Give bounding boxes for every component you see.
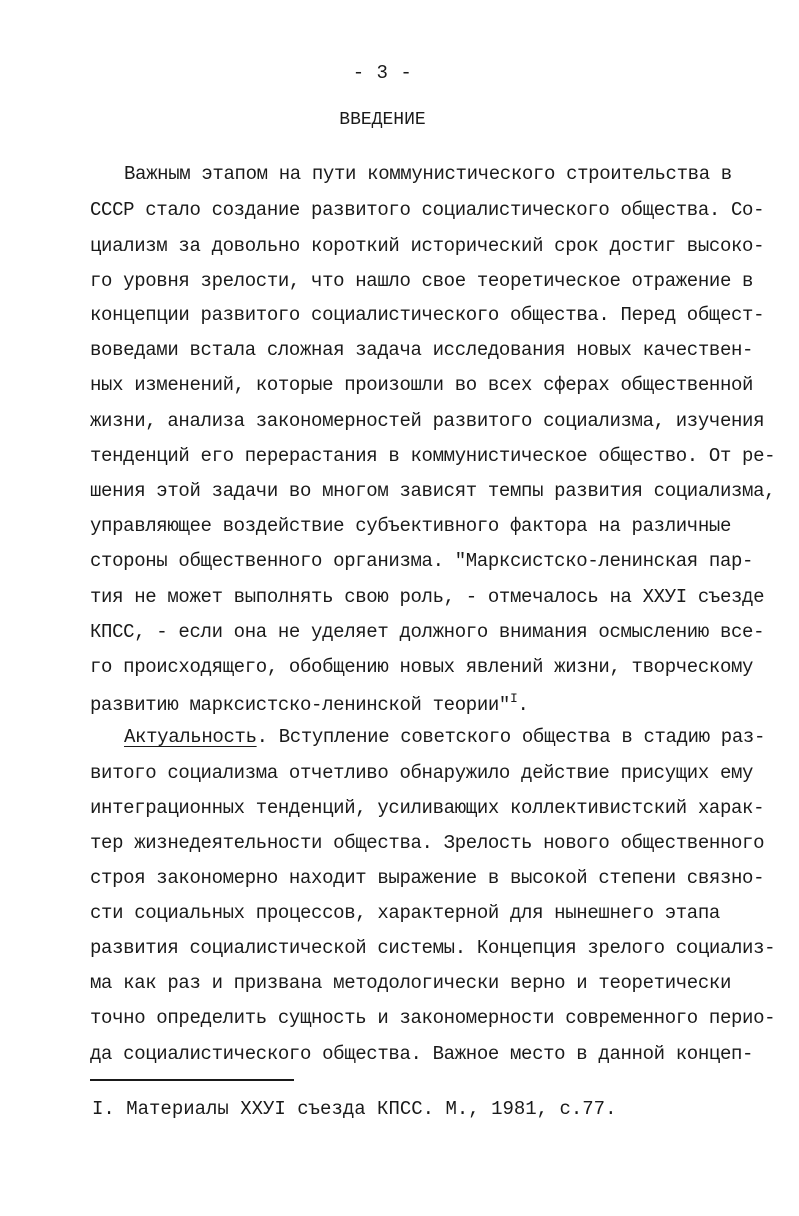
page-number: - 3 -: [352, 62, 413, 84]
text-line: точно определить сущность и закономерности современного перио-: [90, 1007, 776, 1029]
footnote: I. Материалы ХХУI съезда КПСС. М., 1981, с.77.: [92, 1098, 617, 1120]
text-line: сти социальных процессов, характерной для нынешнего этапа: [90, 902, 720, 924]
text-line-body: развитию марксистско-ленинской теории": [90, 694, 510, 716]
text-line: стороны общественного организма. "Марксистско-ленинская пар-: [90, 550, 754, 572]
text-line: циализм за довольно короткий исторический срок достиг высоко-: [90, 235, 765, 257]
text-line: витого социализма отчетливо обнаружило действие присущих ему: [90, 762, 754, 784]
page-title: ВВЕДЕНИЕ: [339, 110, 426, 130]
text-line: Важным этапом на пути коммунистического строительства в: [124, 163, 732, 185]
text-line: интеграционных тенденций, усиливающих коллективистский харак-: [90, 797, 765, 819]
text-line: КПСС, - если она не уделяет должного внимания осмыслению все-: [90, 621, 765, 643]
text-line: да социалистического общества. Важное место в данной концеп-: [90, 1043, 754, 1065]
text-line: го происходящего, обобщению новых явлений жизни, творческому: [90, 656, 754, 678]
footnote-divider: [90, 1079, 294, 1081]
text-line: ма как раз и призвана методологически верно и теоретически: [90, 972, 732, 994]
text-line: шения этой задачи во многом зависят темпы развития социализма,: [90, 480, 776, 502]
text-line-with-lead: [124, 728, 765, 747]
text-line-with-footnote: [90, 692, 529, 715]
text-line: тия не может выполнять свою роль, - отмечалось на ХХУI съезде: [90, 586, 765, 608]
text-line: воведами встала сложная задача исследования новых качествен-: [90, 339, 754, 361]
text-line: тенденций его перерастания в коммунистическое общество. От ре-: [90, 445, 776, 467]
text-line: тер жизнедеятельности общества. Зрелость нового общественного: [90, 832, 765, 854]
text-line-end: .: [517, 694, 529, 716]
section-lead: Актуальность: [124, 726, 257, 748]
text-line-body: . Вступление советского общества в стадию раз-: [256, 726, 766, 748]
text-line: концепции развитого социалистического общества. Перед общест-: [90, 304, 765, 326]
text-line: ных изменений, которые произошли во всех сферах общественной: [90, 374, 754, 396]
text-line: го уровня зрелости, что нашло свое теоретическое отражение в: [90, 270, 754, 292]
text-line: СССР стало создание развитого социалистического общества. Со-: [90, 199, 765, 221]
footnote-mark: I: [509, 691, 518, 706]
text-line: строя закономерно находит выражение в высокой степени связно-: [90, 867, 765, 889]
text-line: жизни, анализа закономерностей развитого социализма, изучения: [90, 410, 765, 432]
text-line: управляющее воздействие субъективного фактора на различные: [90, 515, 732, 537]
text-line: развития социалистической системы. Концепция зрелого социализ-: [90, 937, 776, 959]
